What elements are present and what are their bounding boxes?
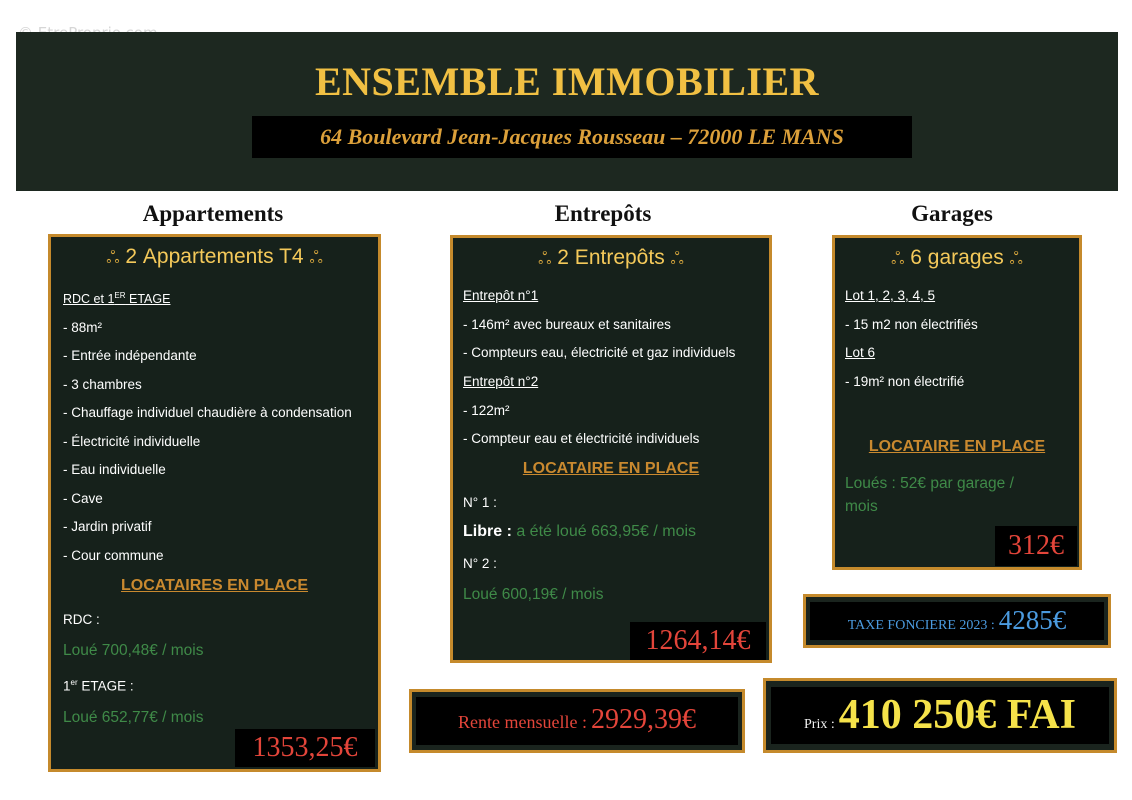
feature-line: - Cave (63, 491, 103, 506)
panel-entrepots (450, 235, 772, 663)
n2-label: N° 2 : (463, 556, 497, 571)
prix-value: 410 250€ FAI (838, 692, 1076, 738)
heading-garages: Garages (911, 201, 993, 226)
rente-text (412, 704, 742, 736)
rdc-rent: Loué 700,48€ / mois (63, 642, 204, 659)
garage-rent-line1: Loués : 52€ par garage / (845, 475, 1014, 492)
feature-line: - 88m² (63, 320, 103, 335)
etage-label: 1er ETAGE : (63, 678, 134, 694)
garage-rent-line2: mois (845, 498, 878, 515)
ornament-right-icon: ஃ (309, 248, 323, 267)
address-box: 64 Boulevard Jean-Jacques Rousseau – 72000 LE MANS (252, 116, 912, 158)
garages-total: 312€ (995, 526, 1077, 566)
n1-label: N° 1 : (463, 495, 497, 510)
tenant-heading: LOCATAIRE EN PLACE (522, 460, 700, 477)
prix-label: Prix : (804, 717, 835, 732)
entrepot2-line: - Compteur eau et électricité individuels (463, 431, 700, 446)
taxe-text (806, 605, 1108, 636)
panel-title-entrepots (453, 246, 769, 271)
feature-line: - 3 chambres (63, 377, 142, 392)
tenants-heading: LOCATAIRES EN PLACE (121, 577, 308, 594)
page-title: ENSEMBLE IMMOBILIER (314, 59, 820, 104)
entrepots-title: 2 Entrepôts (557, 246, 665, 269)
entrepot1-line: - 146m² avec bureaux et sanitaires (463, 317, 671, 332)
prix-text (766, 691, 1114, 739)
header-banner (16, 32, 1118, 191)
taxe-fonciere-box (803, 594, 1111, 648)
rente-box (409, 689, 745, 753)
lot-a-line: - 15 m2 non électrifiés (845, 317, 978, 332)
panel-title-garages (835, 246, 1079, 271)
entrepot2-line: - 122m² (463, 403, 510, 418)
lot-b-label: Lot 6 (845, 345, 876, 360)
entrepot1-line: - Compteurs eau, électricité et gaz individuels (463, 345, 736, 360)
feature-line: - Jardin privatif (63, 519, 152, 534)
feature-line: - Électricité individuelle (63, 434, 201, 449)
feature-line: - Entrée indépendante (63, 348, 197, 363)
ornament-left-icon: ஃ (106, 248, 120, 267)
panel-appartements (48, 234, 381, 772)
n2-rent: Loué 600,19€ / mois (463, 586, 604, 603)
rdc-label: RDC : (63, 612, 100, 627)
rente-value: 2929,39€ (590, 704, 696, 735)
ornament-right-icon: ஃ (1009, 249, 1023, 268)
lot-a-label: Lot 1, 2, 3, 4, 5 (845, 288, 936, 303)
entrepots-total: 1264,14€ (630, 622, 766, 660)
ornament-left-icon: ஃ (891, 249, 905, 268)
ornament-right-icon: ஃ (670, 249, 684, 268)
panel-title-appartements (51, 245, 378, 270)
n1-status: Libre : a été loué 663,95€ / mois (463, 523, 697, 540)
ornament-left-icon: ஃ (538, 249, 552, 268)
entrepot2-label: Entrepôt n°2 (463, 374, 539, 389)
garage-tenant-heading: LOCATAIRE EN PLACE (868, 438, 1046, 455)
prix-box (763, 678, 1117, 753)
feature-line: - Cour commune (63, 548, 164, 563)
garages-title: 6 garages (910, 246, 1004, 269)
floor-label: RDC et 1ER ETAGE (63, 291, 171, 307)
feature-line: - Eau individuelle (63, 462, 166, 477)
heading-entrepots: Entrepôts (554, 201, 652, 226)
rente-label: Rente mensuelle : (458, 712, 587, 732)
etage-rent: Loué 652,77€ / mois (63, 709, 204, 726)
panel-garages (832, 235, 1082, 570)
taxe-label: TAXE FONCIERE 2023 : (847, 618, 995, 633)
heading-appartements: Appartements (142, 201, 284, 226)
lot-b-line: - 19m² non électrifié (845, 374, 965, 389)
entrepot1-label: Entrepôt n°1 (463, 288, 539, 303)
taxe-value: 4285€ (998, 605, 1067, 635)
feature-line: - Chauffage individuel chaudière à condensation (63, 405, 352, 420)
appartements-title: 2 Appartements T4 (125, 245, 304, 268)
appartements-total: 1353,25€ (235, 729, 375, 767)
